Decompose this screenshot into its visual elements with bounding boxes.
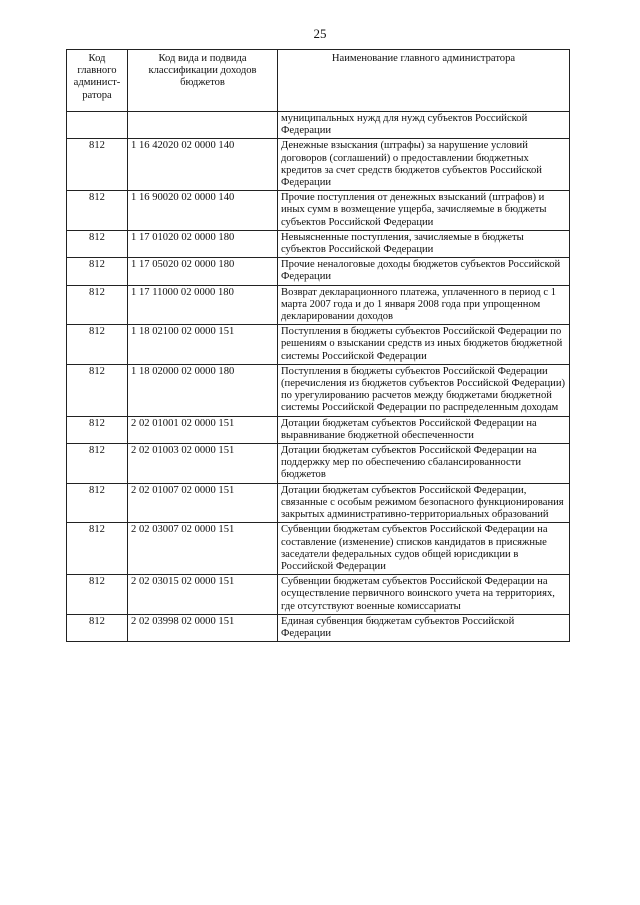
table-header-row [67,50,570,112]
admin-name-cell: Дотации бюджетам субъектов Российской Федерации на поддержку мер по обеспечению сбалансированности бюджетов [278,444,570,484]
admin-code-cell: 812 [67,444,128,484]
header-revenue-code: Код вида и подвида классификации доходов бюджетов [128,50,278,112]
revenue-code-cell: 2 02 01001 02 0000 151 [128,416,278,443]
admin-name-cell: Поступления в бюджеты субъектов Российской Федерации по решениям о взыскании средств из иных бюджетов бюджетной системы Российской Федерации [278,325,570,365]
revenue-code-cell: 1 18 02100 02 0000 151 [128,325,278,365]
header-admin-name: Наименование главного администратора [278,50,570,112]
admin-name-cell: Невыясненные поступления, зачисляемые в бюджеты субъектов Российской Федерации [278,230,570,257]
admin-code-cell: 812 [67,614,128,641]
revenue-code-cell: 2 02 03015 02 0000 151 [128,575,278,615]
table-row [67,483,570,523]
header-admin-code: Код главного админист-ратора [67,50,128,112]
admin-name-cell: Единая субвенция бюджетам субъектов Российской Федерации [278,614,570,641]
revenue-code-cell: 1 17 01020 02 0000 180 [128,230,278,257]
revenue-code-cell: 1 17 05020 02 0000 180 [128,258,278,285]
admin-code-cell: 812 [67,230,128,257]
revenue-code-cell: 2 02 03007 02 0000 151 [128,523,278,575]
admin-name-cell: Прочие неналоговые доходы бюджетов субъектов Российской Федерации [278,258,570,285]
table-row [67,444,570,484]
revenue-code-cell: 1 17 11000 02 0000 180 [128,285,278,325]
admin-code-cell: 812 [67,523,128,575]
table-row [67,416,570,443]
revenue-code-cell: 1 16 42020 02 0000 140 [128,139,278,191]
table-row [67,285,570,325]
admin-code-cell: 812 [67,325,128,365]
revenue-code-cell: 1 18 02000 02 0000 180 [128,364,278,416]
admin-code-cell: 812 [67,364,128,416]
revenue-code-cell: 2 02 01007 02 0000 151 [128,483,278,523]
admin-code-cell: 812 [67,191,128,231]
revenue-code-cell: 2 02 01003 02 0000 151 [128,444,278,484]
admin-code-cell: 812 [67,139,128,191]
admin-name-cell: Поступления в бюджеты субъектов Российской Федерации (перечисления из бюджетов субъектов Российской Федерации) по урегулированию расчетов между бюджетами бюджетной системы Российской Федерации по распределенным доходам [278,364,570,416]
admin-code-cell [67,112,128,139]
page-number: 25 [313,26,327,41]
table-row [67,112,570,139]
revenue-administrators-table [66,49,570,642]
table-row [67,230,570,257]
admin-name-cell: Субвенции бюджетам субъектов Российской Федерации на осуществление первичного воинского учета на территориях, где отсутствуют военные комиссариаты [278,575,570,615]
admin-name-cell: Субвенции бюджетам субъектов Российской Федерации на составление (изменение) списков кандидатов в присяжные заседатели федеральных судов общей юрисдикции в Российской Федерации [278,523,570,575]
admin-name-cell: Дотации бюджетам субъектов Российской Федерации, связанные с особым режимом безопасного функционирования закрытых административно-территориальных образований [278,483,570,523]
admin-name-cell: Прочие поступления от денежных взысканий (штрафов) и иных сумм в возмещение ущерба, зачисляемые в бюджеты субъектов Российской Федерации [278,191,570,231]
revenue-code-cell: 2 02 03998 02 0000 151 [128,614,278,641]
table-row [67,364,570,416]
revenue-code-cell: 1 16 90020 02 0000 140 [128,191,278,231]
admin-code-cell: 812 [67,285,128,325]
table-row [67,191,570,231]
table-row [67,258,570,285]
table-row [67,523,570,575]
table-row [67,139,570,191]
admin-code-cell: 812 [67,258,128,285]
admin-name-cell: муниципальных нужд для нужд субъектов Российской Федерации [278,112,570,139]
table-row [67,575,570,615]
table-row [67,614,570,641]
admin-code-cell: 812 [67,483,128,523]
admin-name-cell: Денежные взыскания (штрафы) за нарушение условий договоров (соглашений) о предоставлении бюджетных кредитов за счет средств бюджетов субъектов Российской Федерации [278,139,570,191]
table-row [67,325,570,365]
revenue-code-cell [128,112,278,139]
admin-code-cell: 812 [67,575,128,615]
admin-code-cell: 812 [67,416,128,443]
admin-name-cell: Возврат декларационного платежа, уплаченного в период с 1 марта 2007 года и до 1 января 2008 года при упрощенном декларировании доходов [278,285,570,325]
admin-name-cell: Дотации бюджетам субъектов Российской Федерации на выравнивание бюджетной обеспеченности [278,416,570,443]
